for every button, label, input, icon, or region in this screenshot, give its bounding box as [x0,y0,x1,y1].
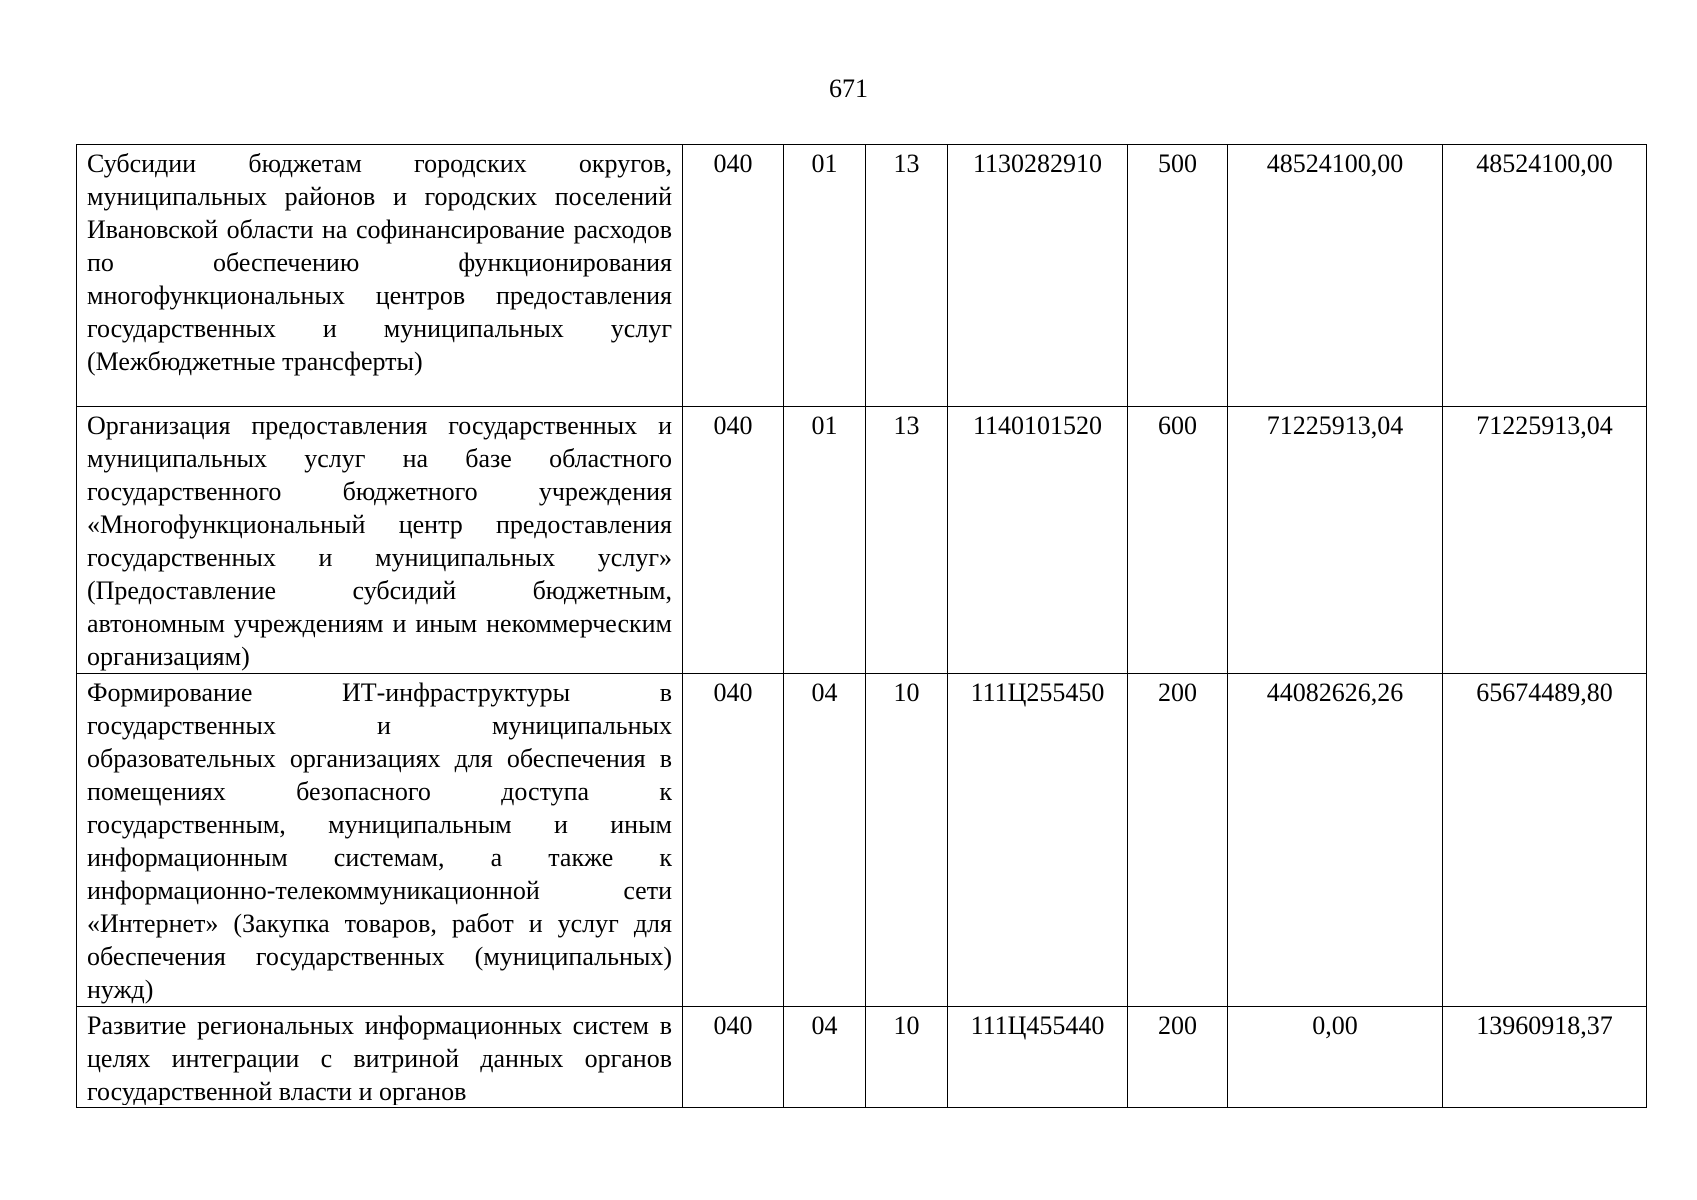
amount-year-1: 71225913,04 [1228,407,1443,674]
row-description: Организация предоставления государственных и муниципальных услуг на базе областного государственного бюджетного учреждения «Многофункциональный центр предоставления государственных и муниципальных услуг» (Предоставление субсидий бюджетным, автономным учреждениям и иным некоммерческим организациям) [77,407,683,674]
row-description-cell [77,1007,683,1108]
page-number: 671 [829,74,868,103]
expense-type-code: 200 [1128,674,1228,1007]
target-article-code: 111Ц455440 [948,1007,1128,1108]
expense-type-code: 500 [1128,145,1228,407]
ministry-code: 040 [683,1007,784,1108]
subsection-code: 10 [866,1007,948,1108]
subsection-code: 13 [866,407,948,674]
row-description: Формирование ИТ-инфраструктуры в государственных и муниципальных образовательных организациях для обеспечения в помещениях безопасного доступа к государственным, муниципальным и иным информационным системам, а также к информационно-телекоммуникационной сети «Интернет» (Закупка товаров, работ и услуг для обеспечения государственных (муниципальных) нужд) [77,674,683,1007]
amount-year-2: 65674489,80 [1443,674,1647,1007]
amount-year-2: 71225913,04 [1443,407,1647,674]
expense-type-code: 600 [1128,407,1228,674]
ministry-code: 040 [683,145,784,407]
amount-year-1: 0,00 [1228,1007,1443,1108]
table-row [77,1007,1647,1108]
table-row [77,674,1647,1007]
row-description: Развитие региональных информационных систем в целях интеграции с витриной данных органов государственной власти и органов [87,1011,672,1105]
section-code: 01 [784,145,866,407]
target-article-code: 1140101520 [948,407,1128,674]
amount-year-2: 48524100,00 [1443,145,1647,407]
subsection-code: 13 [866,145,948,407]
section-code: 04 [784,1007,866,1108]
table-row [77,145,1647,407]
amount-year-1: 44082626,26 [1228,674,1443,1007]
row-description: Субсидии бюджетам городских округов, муниципальных районов и городских поселений Ивановской области на софинансирование расходов по обеспечению функционирования многофункциональных центров предоставления государственных и муниципальных услуг (Межбюджетные трансферты) [77,145,683,407]
ministry-code: 040 [683,407,784,674]
subsection-code: 10 [866,674,948,1007]
table-row [77,407,1647,674]
target-article-code: 1130282910 [948,145,1128,407]
amount-year-2: 13960918,37 [1443,1007,1647,1108]
target-article-code: 111Ц255450 [948,674,1128,1007]
expense-type-code: 200 [1128,1007,1228,1108]
ministry-code: 040 [683,674,784,1007]
amount-year-1: 48524100,00 [1228,145,1443,407]
section-code: 04 [784,674,866,1007]
section-code: 01 [784,407,866,674]
budget-table [76,144,1647,1108]
